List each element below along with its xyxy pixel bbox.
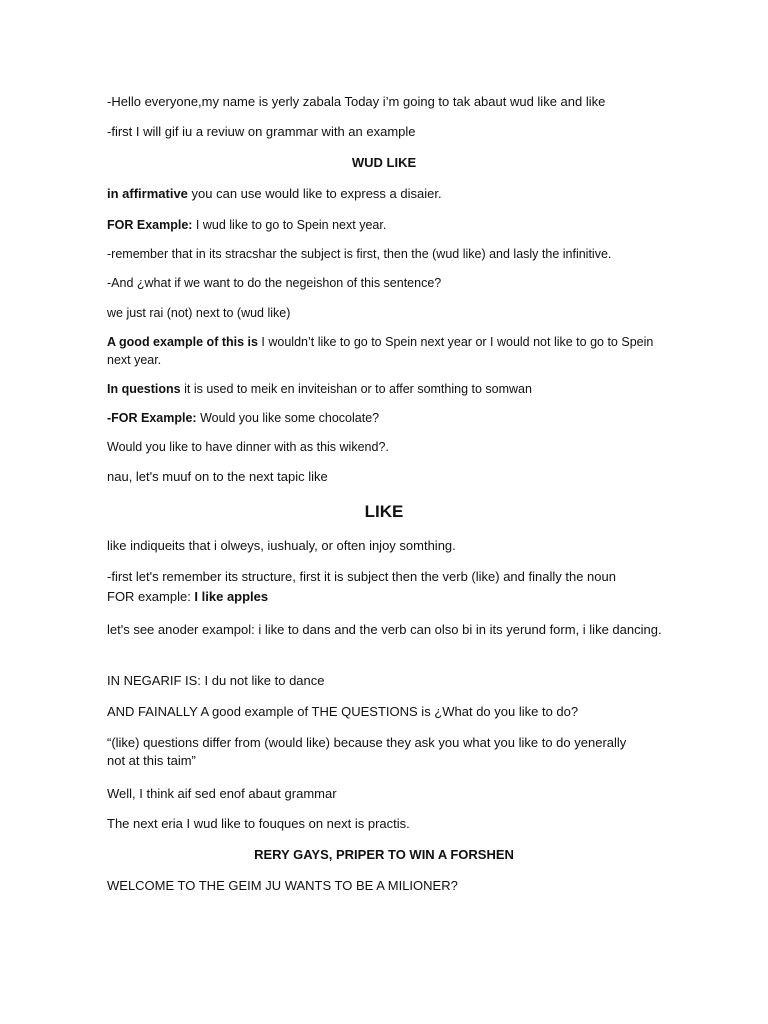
like-another-example: let's see anoder exampol: i like to dans and the verb can olso bi in its yerund form, i like dancing. <box>107 622 662 637</box>
like-difference: “(like) questions differ from (would like) because they ask you what you like to do yenerally not at this taim” <box>107 735 627 768</box>
good-example-text: I wouldn’t like to go to Spein next year or I would not like to go to Spein next year. <box>107 335 654 367</box>
affirmative-text: you can use would like to express a disaier. <box>187 186 442 201</box>
negation-question: -And ¿what if we want to do the negeishon of this sentence? <box>107 276 442 290</box>
like-structure-label: FOR example: <box>107 589 195 604</box>
good-example-paragraph <box>107 333 667 369</box>
good-example-label: A good example of this is <box>107 335 258 349</box>
like-heading: LIKE <box>364 502 404 521</box>
question-example-2: Would you like to have dinner with as this wikend?. <box>107 440 389 454</box>
example-paragraph <box>107 216 667 234</box>
like-definition: like indiqueits that i olweys, iushualy, or often injoy somthing. <box>107 538 456 553</box>
next-area: The next eria I wud like to fouques on next is practis. <box>107 816 410 831</box>
like-negative: IN NEGARIF IS: I du not like to dance <box>107 673 325 688</box>
wud-like-heading: WUD LIKE <box>351 155 417 170</box>
structure-note: -remember that in its stracshar the subject is first, then the (wud like) and lasly the infinitive. <box>107 247 612 261</box>
question-example-text: Would you like some chocolate? <box>196 411 380 425</box>
questions-label: In questions <box>107 382 181 396</box>
example-text: I wud like to go to Spein next year. <box>192 218 387 232</box>
like-structure-example-text: I like apples <box>194 589 269 604</box>
game-heading: RERY GAYS, PRIPER TO WIN A FORSHEN <box>254 847 514 862</box>
question-example-paragraph <box>107 409 667 427</box>
like-finally: AND FAINALLY A good example of THE QUESTIONS is ¿What do you like to do? <box>107 704 579 719</box>
example-label: FOR Example: <box>107 218 193 232</box>
game-welcome: WELCOME TO THE GEIM JU WANTS TO BE A MILIONER? <box>107 878 458 893</box>
like-structure-example <box>107 588 667 606</box>
questions-paragraph <box>107 380 667 398</box>
intro-line-1: -Hello everyone,my name is yerly zabala Today i’m going to tak abaut wud like and like <box>107 94 606 109</box>
question-example-label: -FOR Example: <box>107 411 197 425</box>
negation-rule: we just rai (not) next to (wud like) <box>107 306 291 320</box>
affirmative-paragraph <box>107 185 667 203</box>
grammar-close: Well, I think aif sed enof abaut grammar <box>107 786 337 801</box>
intro-line-2: -first I will gif iu a reviuw on grammar with an example <box>107 124 416 139</box>
like-structure-line: -first let's remember its structure, first it is subject then the verb (like) and finally the noun <box>107 569 616 584</box>
affirmative-label: in affirmative <box>107 186 188 201</box>
transition-line: nau, let's muuf on to the next tapic like <box>107 469 328 484</box>
questions-text: it is used to meik en inviteishan or to affer somthing to somwan <box>180 382 532 396</box>
